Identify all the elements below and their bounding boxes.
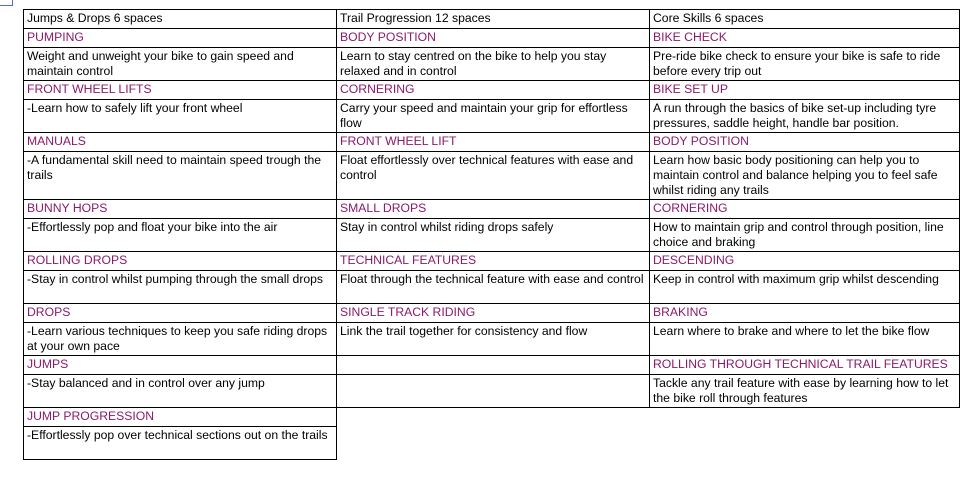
skill-description-cell[interactable]: -Effortlessly pop over technical sections out on the trails — [24, 427, 337, 460]
skill-description-cell[interactable]: Weight and unweight your bike to gain speed and maintain control — [24, 48, 337, 81]
blank-area — [650, 427, 960, 460]
column-header-core-skills[interactable]: Core Skills 6 spaces — [650, 10, 960, 29]
skill-description-cell[interactable]: -Learn how to safely lift your front wheel — [24, 100, 337, 133]
table-row — [24, 323, 960, 356]
skill-label-cell[interactable]: BODY POSITION — [337, 29, 650, 48]
table-row — [24, 48, 960, 81]
cell-selection-corner — [0, 0, 13, 6]
table-row — [24, 271, 960, 304]
skill-description-cell[interactable]: Stay in control whilst riding drops safely — [337, 219, 650, 252]
skill-label-cell[interactable]: ROLLING THROUGH TECHNICAL TRAIL FEATURES — [650, 356, 960, 375]
column-header-trail-progression[interactable]: Trail Progression 12 spaces — [337, 10, 650, 29]
skill-label-cell[interactable]: TECHNICAL FEATURES — [337, 252, 650, 271]
skill-label-cell[interactable]: JUMP PROGRESSION — [24, 408, 337, 427]
skill-description-cell[interactable]: Pre-ride bike check to ensure your bike is safe to ride before every trip out — [650, 48, 960, 81]
skill-description-cell[interactable]: -Stay in control whilst pumping through the small drops — [24, 271, 337, 304]
skill-label-cell[interactable]: CORNERING — [650, 200, 960, 219]
skill-description-cell[interactable]: Tackle any trail feature with ease by learning how to let the bike roll through features — [650, 375, 960, 408]
skill-description-cell[interactable]: Float effortlessly over technical features with ease and control — [337, 152, 650, 200]
skill-label-cell[interactable]: BIKE CHECK — [650, 29, 960, 48]
skill-label-cell[interactable]: BIKE SET UP — [650, 81, 960, 100]
table-row — [24, 408, 960, 427]
skill-label-cell[interactable]: BODY POSITION — [650, 133, 960, 152]
skill-label-cell[interactable]: SMALL DROPS — [337, 200, 650, 219]
table-row — [24, 81, 960, 100]
skill-label-cell[interactable]: JUMPS — [24, 356, 337, 375]
skill-description-cell[interactable]: Learn how basic body positioning can help you to maintain control and balance helping you to feel safe whilst riding any trails — [650, 152, 960, 200]
skill-description-cell[interactable]: How to maintain grip and control through position, line choice and braking — [650, 219, 960, 252]
empty-cell[interactable] — [337, 375, 650, 408]
skill-description-cell[interactable]: Keep in control with maximum grip whilst descending — [650, 271, 960, 304]
skill-label-cell[interactable]: ROLLING DROPS — [24, 252, 337, 271]
table-row — [24, 100, 960, 133]
blank-area — [650, 408, 960, 427]
skill-description-cell[interactable]: -A fundamental skill need to maintain speed trough the trails — [24, 152, 337, 200]
header-row — [24, 10, 960, 29]
table-row — [24, 375, 960, 408]
table-row — [24, 304, 960, 323]
skill-label-cell[interactable]: DROPS — [24, 304, 337, 323]
skill-label-cell[interactable]: MANUALS — [24, 133, 337, 152]
skill-description-cell[interactable]: -Effortlessly pop and float your bike into the air — [24, 219, 337, 252]
skill-description-cell[interactable]: Float through the technical feature with ease and control — [337, 271, 650, 304]
skill-label-cell[interactable]: CORNERING — [337, 81, 650, 100]
skill-label-cell[interactable]: SINGLE TRACK RIDING — [337, 304, 650, 323]
skill-label-cell[interactable]: BRAKING — [650, 304, 960, 323]
skill-description-cell[interactable]: Learn where to brake and where to let the bike flow — [650, 323, 960, 356]
table-row — [24, 427, 960, 460]
skill-description-cell[interactable]: -Learn various techniques to keep you safe riding drops at your own pace — [24, 323, 337, 356]
table-row — [24, 356, 960, 375]
table-row — [24, 152, 960, 200]
empty-cell[interactable] — [337, 356, 650, 375]
blank-area — [337, 408, 650, 427]
table-row — [24, 219, 960, 252]
skill-description-cell[interactable]: A run through the basics of bike set-up including tyre pressures, saddle height, handle bar position. — [650, 100, 960, 133]
blank-area — [337, 427, 650, 460]
table-row — [24, 133, 960, 152]
skill-label-cell[interactable]: FRONT WHEEL LIFTS — [24, 81, 337, 100]
skill-description-cell[interactable]: -Stay balanced and in control over any jump — [24, 375, 337, 408]
table-row — [24, 29, 960, 48]
skill-description-cell[interactable]: Carry your speed and maintain your grip for effortless flow — [337, 100, 650, 133]
skill-label-cell[interactable]: PUMPING — [24, 29, 337, 48]
skills-schedule-table — [23, 9, 960, 460]
skill-label-cell[interactable]: DESCENDING — [650, 252, 960, 271]
skill-description-cell[interactable]: Learn to stay centred on the bike to help you stay relaxed and in control — [337, 48, 650, 81]
skill-description-cell[interactable]: Link the trail together for consistency and flow — [337, 323, 650, 356]
table-row — [24, 200, 960, 219]
skill-label-cell[interactable]: FRONT WHEEL LIFT — [337, 133, 650, 152]
column-header-jumps-drops[interactable]: Jumps & Drops 6 spaces — [24, 10, 337, 29]
skill-label-cell[interactable]: BUNNY HOPS — [24, 200, 337, 219]
table-row — [24, 252, 960, 271]
